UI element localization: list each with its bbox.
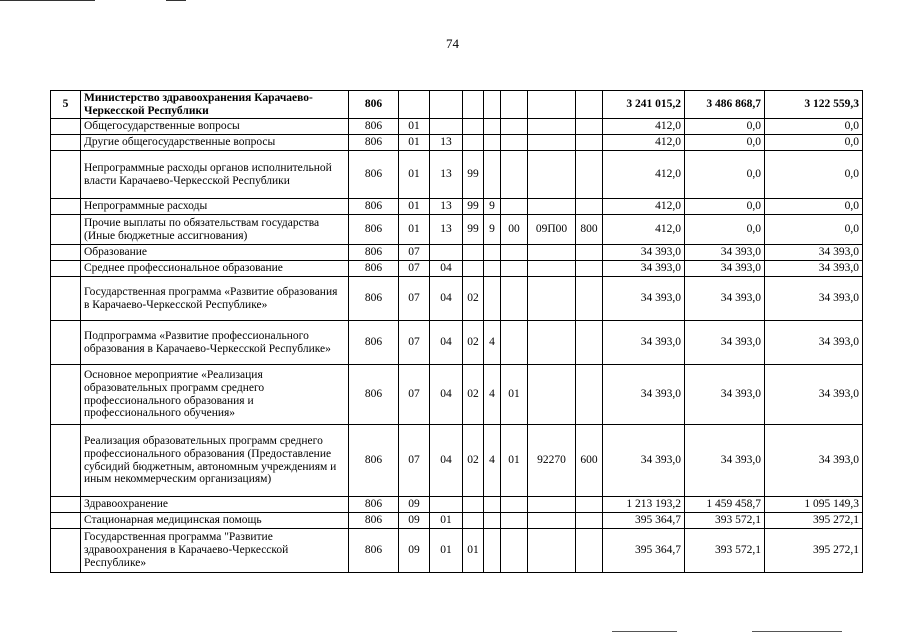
cell-amount-year2: 0,0	[685, 119, 765, 135]
cell-program-code: 02	[463, 365, 484, 425]
cell-expense-type-code	[576, 119, 603, 135]
cell-section-code	[399, 91, 430, 119]
cell-subprogram-code: 9	[484, 199, 501, 215]
cell-expense-type-code: 800	[576, 215, 603, 245]
cell-subsection-code: 13	[430, 215, 463, 245]
cell-ministry-code: 806	[349, 119, 399, 135]
table-row	[51, 365, 863, 425]
cell-subprogram-code	[484, 135, 501, 151]
cell-ministry-code: 806	[349, 215, 399, 245]
cell-ministry-code: 806	[349, 245, 399, 261]
cell-row-number	[51, 425, 81, 497]
cell-amount-year1: 395 364,7	[603, 513, 685, 529]
cell-amount-year2: 34 393,0	[685, 365, 765, 425]
cell-subprogram-code: 4	[484, 321, 501, 365]
cell-row-number	[51, 119, 81, 135]
budget-table	[50, 90, 863, 573]
cell-direction-code	[528, 245, 576, 261]
cell-ministry-code: 806	[349, 261, 399, 277]
cell-ministry-code: 806	[349, 135, 399, 151]
cell-row-number	[51, 151, 81, 199]
cell-amount-year2: 0,0	[685, 215, 765, 245]
cell-program-code: 02	[463, 277, 484, 321]
cell-ministry-code: 806	[349, 91, 399, 119]
cell-subprogram-code	[484, 513, 501, 529]
cell-amount-year3: 395 272,1	[765, 529, 863, 573]
cell-section-code: 07	[399, 425, 430, 497]
cell-activity-code: 01	[501, 365, 528, 425]
cell-amount-year2: 34 393,0	[685, 425, 765, 497]
cell-program-code: 99	[463, 151, 484, 199]
cell-amount-year1: 412,0	[603, 215, 685, 245]
cell-program-code	[463, 119, 484, 135]
cell-item-name: Непрограммные расходы	[81, 199, 349, 215]
cell-row-number	[51, 277, 81, 321]
table-row	[51, 151, 863, 199]
cell-amount-year3: 34 393,0	[765, 365, 863, 425]
cell-amount-year3: 34 393,0	[765, 425, 863, 497]
cell-subsection-code	[430, 245, 463, 261]
cell-item-name: Стационарная медицинская помощь	[81, 513, 349, 529]
cell-subsection-code: 13	[430, 151, 463, 199]
table-row	[51, 513, 863, 529]
cell-subsection-code	[430, 119, 463, 135]
cell-direction-code: 92270	[528, 425, 576, 497]
cell-amount-year3: 0,0	[765, 119, 863, 135]
cell-amount-year2: 1 459 458,7	[685, 497, 765, 513]
cell-item-name: Общегосударственные вопросы	[81, 119, 349, 135]
cell-section-code: 01	[399, 215, 430, 245]
table-row	[51, 321, 863, 365]
cell-expense-type-code: 600	[576, 425, 603, 497]
cell-direction-code	[528, 365, 576, 425]
cell-section-code: 01	[399, 151, 430, 199]
cell-subsection-code: 04	[430, 261, 463, 277]
cell-amount-year3: 1 095 149,3	[765, 497, 863, 513]
cell-subsection-code	[430, 91, 463, 119]
cell-section-code: 09	[399, 513, 430, 529]
cell-amount-year3: 34 393,0	[765, 245, 863, 261]
cell-section-code: 09	[399, 529, 430, 573]
cell-row-number	[51, 321, 81, 365]
cell-item-name: Реализация образовательных программ среднего профессионального образования (Предоставление субсидий бюджетным, автономным учреждениям и иным некоммерческим организациям)	[81, 425, 349, 497]
cell-program-code: 02	[463, 321, 484, 365]
cell-row-number	[51, 245, 81, 261]
cell-program-code	[463, 135, 484, 151]
cell-section-code: 07	[399, 277, 430, 321]
cell-expense-type-code	[576, 513, 603, 529]
cell-ministry-code: 806	[349, 365, 399, 425]
cell-subprogram-code	[484, 119, 501, 135]
cell-subsection-code: 04	[430, 321, 463, 365]
cell-item-name: Основное мероприятие «Реализация образовательных программ среднего профессионального образования и профессионального обучения»	[81, 365, 349, 425]
cell-subprogram-code: 4	[484, 425, 501, 497]
cell-ministry-code: 806	[349, 277, 399, 321]
cell-expense-type-code	[576, 135, 603, 151]
cell-amount-year2: 34 393,0	[685, 261, 765, 277]
cell-row-number	[51, 365, 81, 425]
cell-section-code: 07	[399, 261, 430, 277]
cell-amount-year1: 412,0	[603, 199, 685, 215]
cell-section-code: 01	[399, 135, 430, 151]
cell-amount-year2: 393 572,1	[685, 529, 765, 573]
cell-amount-year1: 34 393,0	[603, 425, 685, 497]
cell-program-code: 02	[463, 425, 484, 497]
cell-direction-code	[528, 277, 576, 321]
cell-subsection-code: 04	[430, 365, 463, 425]
cell-amount-year1: 1 213 193,2	[603, 497, 685, 513]
cell-activity-code	[501, 513, 528, 529]
cell-subsection-code: 13	[430, 135, 463, 151]
cell-direction-code	[528, 199, 576, 215]
cell-activity-code	[501, 261, 528, 277]
cell-activity-code: 00	[501, 215, 528, 245]
cell-expense-type-code	[576, 277, 603, 321]
cell-activity-code: 01	[501, 425, 528, 497]
cell-amount-year2: 34 393,0	[685, 245, 765, 261]
cell-amount-year3: 0,0	[765, 151, 863, 199]
table-row	[51, 497, 863, 513]
page-number: 74	[446, 36, 459, 51]
cell-amount-year3: 0,0	[765, 135, 863, 151]
table-row	[51, 135, 863, 151]
table-row	[51, 119, 863, 135]
cell-item-name: Образование	[81, 245, 349, 261]
cell-activity-code	[501, 321, 528, 365]
cell-activity-code	[501, 119, 528, 135]
cell-expense-type-code	[576, 321, 603, 365]
cell-amount-year3: 0,0	[765, 215, 863, 245]
cell-expense-type-code	[576, 497, 603, 513]
cell-program-code	[463, 513, 484, 529]
cell-activity-code	[501, 497, 528, 513]
cell-activity-code	[501, 245, 528, 261]
cell-subprogram-code	[484, 245, 501, 261]
cell-direction-code	[528, 513, 576, 529]
cell-direction-code	[528, 119, 576, 135]
cell-ministry-code: 806	[349, 513, 399, 529]
cell-item-name: Подпрограмма «Развитие профессионального образования в Карачаево-Черкесской Республике»	[81, 321, 349, 365]
cell-activity-code	[501, 151, 528, 199]
cell-amount-year1: 34 393,0	[603, 321, 685, 365]
cell-row-number	[51, 513, 81, 529]
cell-ministry-code: 806	[349, 425, 399, 497]
cell-amount-year1: 34 393,0	[603, 261, 685, 277]
table-row	[51, 245, 863, 261]
cell-direction-code	[528, 261, 576, 277]
cell-program-code: 01	[463, 529, 484, 573]
bottom-edge-line-left	[612, 631, 677, 632]
table-row	[51, 277, 863, 321]
cell-row-number	[51, 497, 81, 513]
cell-amount-year2: 34 393,0	[685, 321, 765, 365]
cell-direction-code	[528, 151, 576, 199]
cell-item-name: Среднее профессиональное образование	[81, 261, 349, 277]
cell-expense-type-code	[576, 261, 603, 277]
cell-item-name: Министерство здравоохранения Карачаево-Черкесской Республики	[81, 91, 349, 119]
bottom-edge-line-right	[752, 631, 842, 632]
cell-expense-type-code	[576, 365, 603, 425]
cell-row-number: 5	[51, 91, 81, 119]
cell-amount-year2: 0,0	[685, 199, 765, 215]
cell-amount-year1: 412,0	[603, 151, 685, 199]
cell-amount-year3: 3 122 559,3	[765, 91, 863, 119]
cell-item-name: Непрограммные расходы органов исполнительной власти Карачаево-Черкесской Республики	[81, 151, 349, 199]
cell-subsection-code: 13	[430, 199, 463, 215]
cell-amount-year3: 395 272,1	[765, 513, 863, 529]
cell-activity-code	[501, 277, 528, 321]
cell-program-code	[463, 245, 484, 261]
cell-subprogram-code	[484, 497, 501, 513]
cell-direction-code	[528, 497, 576, 513]
cell-subsection-code	[430, 497, 463, 513]
cell-direction-code	[528, 529, 576, 573]
cell-item-name: Прочие выплаты по обязательствам государства (Иные бюджетные ассигнования)	[81, 215, 349, 245]
table-row	[51, 91, 863, 119]
cell-program-code: 99	[463, 199, 484, 215]
cell-program-code: 99	[463, 215, 484, 245]
cell-expense-type-code	[576, 199, 603, 215]
cell-program-code	[463, 261, 484, 277]
cell-section-code: 07	[399, 365, 430, 425]
cell-subsection-code: 04	[430, 277, 463, 321]
cell-amount-year2: 3 486 868,7	[685, 91, 765, 119]
cell-direction-code	[528, 321, 576, 365]
cell-subprogram-code	[484, 529, 501, 573]
cell-direction-code	[528, 135, 576, 151]
cell-amount-year3: 34 393,0	[765, 277, 863, 321]
cell-amount-year1: 34 393,0	[603, 245, 685, 261]
cell-ministry-code: 806	[349, 151, 399, 199]
cell-section-code: 01	[399, 119, 430, 135]
cell-item-name: Государственная программа «Развитие образования в Карачаево-Черкесской Республике»	[81, 277, 349, 321]
cell-amount-year2: 0,0	[685, 151, 765, 199]
cell-subprogram-code: 4	[484, 365, 501, 425]
cell-item-name: Другие общегосударственные вопросы	[81, 135, 349, 151]
top-edge-mark-right	[166, 0, 186, 1]
cell-subsection-code: 01	[430, 529, 463, 573]
table-row	[51, 425, 863, 497]
cell-ministry-code: 806	[349, 321, 399, 365]
cell-program-code	[463, 91, 484, 119]
cell-amount-year2: 34 393,0	[685, 277, 765, 321]
cell-amount-year1: 412,0	[603, 135, 685, 151]
cell-section-code: 09	[399, 497, 430, 513]
cell-section-code: 07	[399, 245, 430, 261]
cell-activity-code	[501, 199, 528, 215]
cell-amount-year3: 34 393,0	[765, 321, 863, 365]
cell-subprogram-code	[484, 91, 501, 119]
cell-subprogram-code	[484, 261, 501, 277]
cell-amount-year1: 34 393,0	[603, 277, 685, 321]
cell-amount-year3: 34 393,0	[765, 261, 863, 277]
cell-amount-year2: 393 572,1	[685, 513, 765, 529]
cell-subprogram-code	[484, 277, 501, 321]
cell-activity-code	[501, 135, 528, 151]
cell-subsection-code: 01	[430, 513, 463, 529]
cell-amount-year2: 0,0	[685, 135, 765, 151]
cell-row-number	[51, 215, 81, 245]
cell-subprogram-code	[484, 151, 501, 199]
cell-item-name: Государственная программа "Развитие здравоохранения в Карачаево-Черкесской Республике»	[81, 529, 349, 573]
cell-amount-year1: 3 241 015,2	[603, 91, 685, 119]
cell-ministry-code: 806	[349, 199, 399, 215]
cell-amount-year1: 412,0	[603, 119, 685, 135]
cell-direction-code: 09П00	[528, 215, 576, 245]
table-row	[51, 529, 863, 573]
cell-row-number	[51, 135, 81, 151]
cell-section-code: 01	[399, 199, 430, 215]
cell-row-number	[51, 261, 81, 277]
top-edge-mark-left	[0, 0, 95, 1]
cell-expense-type-code	[576, 91, 603, 119]
cell-amount-year1: 395 364,7	[603, 529, 685, 573]
cell-section-code: 07	[399, 321, 430, 365]
table-row	[51, 199, 863, 215]
cell-amount-year3: 0,0	[765, 199, 863, 215]
table-row	[51, 215, 863, 245]
cell-subsection-code: 04	[430, 425, 463, 497]
cell-direction-code	[528, 91, 576, 119]
budget-table-body	[51, 91, 863, 573]
cell-activity-code	[501, 91, 528, 119]
cell-ministry-code: 806	[349, 529, 399, 573]
cell-ministry-code: 806	[349, 497, 399, 513]
cell-expense-type-code	[576, 151, 603, 199]
cell-item-name: Здравоохранение	[81, 497, 349, 513]
cell-row-number	[51, 529, 81, 573]
cell-subprogram-code: 9	[484, 215, 501, 245]
table-row	[51, 261, 863, 277]
cell-expense-type-code	[576, 245, 603, 261]
cell-amount-year1: 34 393,0	[603, 365, 685, 425]
cell-program-code	[463, 497, 484, 513]
cell-row-number	[51, 199, 81, 215]
cell-expense-type-code	[576, 529, 603, 573]
cell-activity-code	[501, 529, 528, 573]
